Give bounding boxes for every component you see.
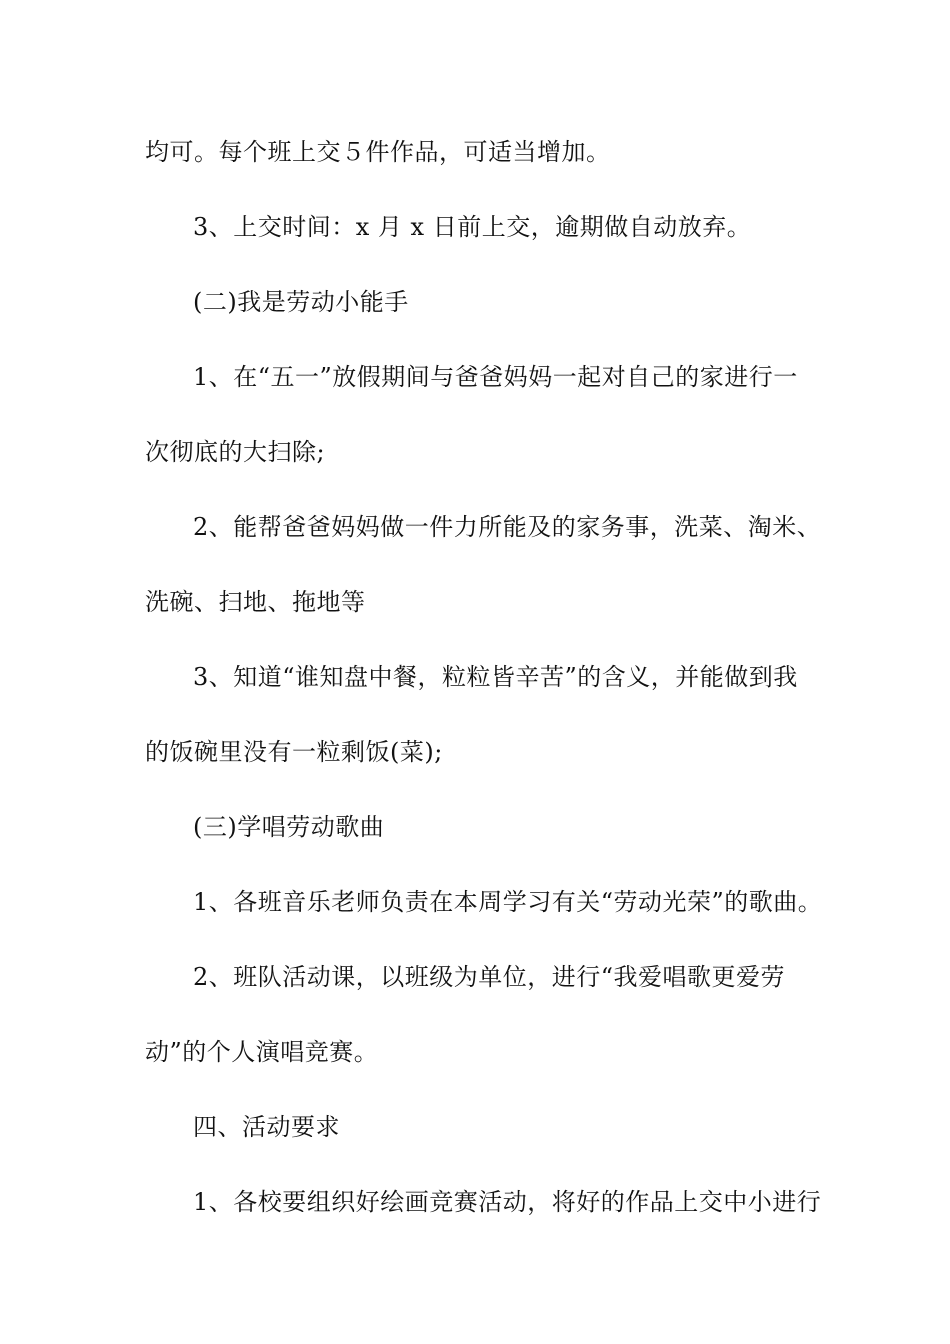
section-heading-3: (三)学唱劳动歌曲 — [193, 813, 385, 841]
text-line-6: 2、能帮爸爸妈妈做一件力所能及的家务事，洗菜、淘米、 — [193, 513, 822, 541]
text-line-13: 动”的个人演唱竞赛。 — [145, 1038, 379, 1066]
section-heading-4: 四、活动要求 — [193, 1113, 340, 1141]
text-line-9: 的饭碗里没有一粒剩饭(菜); — [145, 738, 443, 766]
text-line-4: 1、在“五一”放假期间与爸爸妈妈一起对自己的家进行一 — [193, 363, 798, 391]
text-line-11: 1、各班音乐老师负责在本周学习有关“劳动光荣”的歌曲。 — [193, 888, 823, 916]
section-heading-2: (二)我是劳动小能手 — [193, 288, 409, 316]
text-line-8: 3、知道“谁知盘中餐，粒粒皆辛苦”的含义，并能做到我 — [193, 663, 798, 691]
text-line-7: 洗碗、扫地、拖地等 — [145, 588, 366, 616]
text-line-12: 2、班队活动课，以班级为单位，进行“我爱唱歌更爱劳 — [193, 963, 786, 991]
text-line-2: 3、上交时间：x 月 x 日前上交，逾期做自动放弃。 — [193, 213, 752, 241]
text-line-15: 1、各校要组织好绘画竞赛活动，将好的作品上交中小进行 — [193, 1188, 822, 1216]
text-line-5: 次彻底的大扫除; — [145, 438, 326, 466]
text-line-1: 均可。每个班上交５件作品，可适当增加。 — [145, 138, 611, 166]
